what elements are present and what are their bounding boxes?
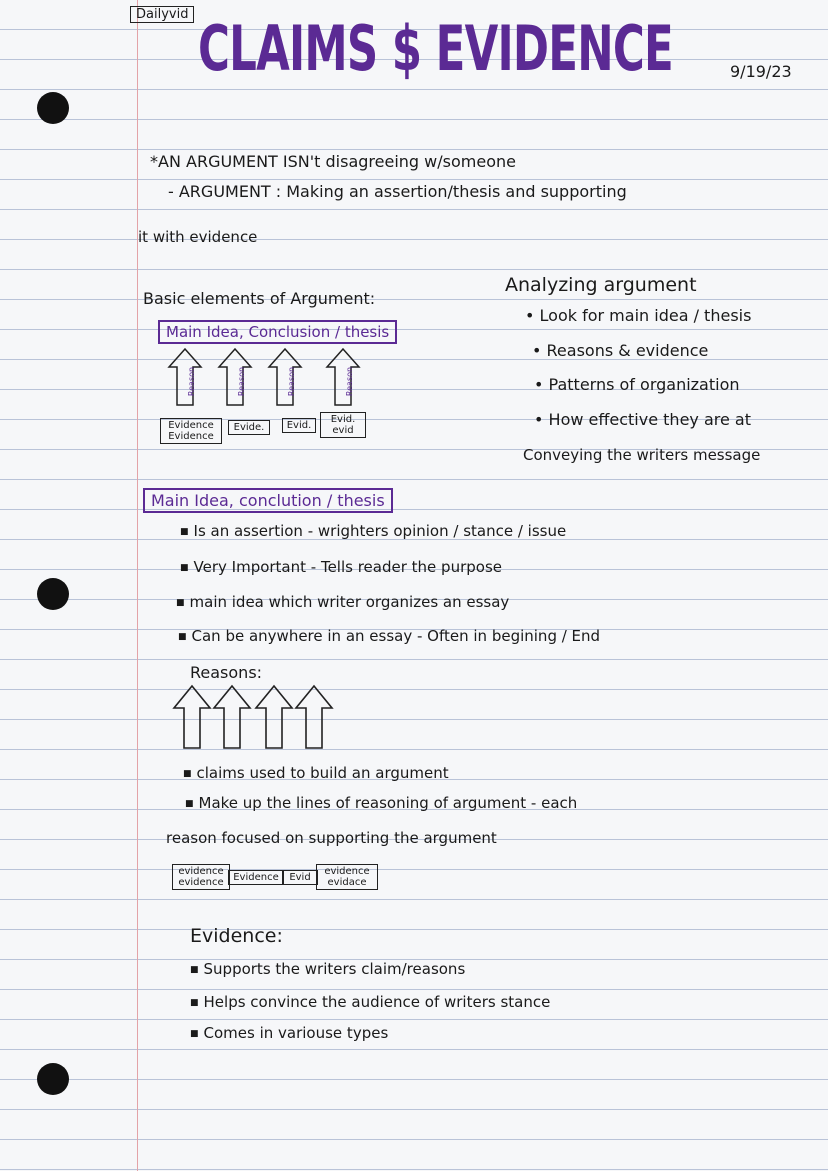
main-idea-heading-box: Main Idea, conclution / thesis: [143, 488, 393, 513]
analyzing-item-1: • Look for main idea / thesis: [525, 306, 752, 325]
page-date: 9/19/23: [730, 62, 792, 81]
analyzing-item-2-text: Reasons & evidence: [546, 341, 709, 360]
main-idea-item-2: ■ Very Important - Tells reader the purpose: [180, 558, 502, 576]
reasons-heading: Reasons:: [190, 663, 263, 682]
evidence-item-3: ■ Comes in variouse types: [190, 1024, 388, 1042]
analyzing-item-2: • Reasons & evidence: [532, 341, 709, 360]
analyzing-item-1-text: Look for main idea / thesis: [539, 306, 752, 325]
main-idea-box-diagram: Main Idea, Conclusion / thesis: [158, 320, 397, 344]
basic-elements-heading: Basic elements of Argument:: [143, 289, 376, 308]
evidence-heading: Evidence:: [190, 925, 283, 947]
reason-evidence-box-3: Evid: [282, 870, 318, 885]
analyzing-item-4-text: How effective they are at: [548, 410, 751, 429]
corner-tag: Dailyvid: [130, 6, 194, 23]
arrow-label-3: Reason: [287, 366, 297, 397]
evidence-box-4: Evid. evid: [320, 412, 366, 438]
main-idea-item-3: ■ main idea which writer organizes an essay: [176, 593, 509, 611]
page-title: CLAIMS $ EVIDENCE: [198, 12, 673, 85]
evidence-box-1: Evidence Evidence: [160, 418, 222, 444]
analyzing-item-3: • Patterns of organization: [534, 375, 740, 394]
intro-line-2: - ARGUMENT : Making an assertion/thesis and supporting: [168, 182, 627, 201]
intro-line-1: *AN ARGUMENT ISN't disagreeing w/someone: [150, 152, 516, 171]
reasons-arrows-icon: [170, 682, 335, 752]
arrow-label-4: Reason: [345, 366, 355, 397]
intro-line-3: it with evidence: [138, 228, 258, 246]
analyzing-heading: Analyzing argument: [505, 274, 697, 296]
reasons-item-1: ■ claims used to build an argument: [183, 764, 449, 782]
margin-line: [137, 0, 138, 1171]
arrow-label-2: Reason: [237, 366, 247, 397]
evidence-box-2: Evide.: [228, 420, 270, 435]
binder-hole-bottom: [37, 1063, 69, 1095]
evidence-box-3: Evid.: [282, 418, 316, 433]
evidence-item-1: ■ Supports the writers claim/reasons: [190, 960, 465, 978]
main-idea-item-4: ■ Can be anywhere in an essay - Often in begining / End: [178, 627, 600, 645]
analyzing-item-5: Conveying the writers message: [523, 446, 761, 464]
main-idea-item-1: ■ Is an assertion - wrighters opinion / stance / issue: [180, 522, 566, 540]
binder-hole-top: [37, 92, 69, 124]
evidence-item-2: ■ Helps convince the audience of writers stance: [190, 993, 550, 1011]
reason-evidence-box-2: Evidence: [228, 870, 284, 885]
arrow-label-1: Reason: [187, 366, 197, 397]
reasons-item-2: ■ Make up the lines of reasoning of argument - each: [185, 794, 577, 812]
binder-hole-middle: [37, 578, 69, 610]
reason-evidence-box-1: evidence evidence: [172, 864, 230, 890]
analyzing-item-3-text: Patterns of organization: [548, 375, 740, 394]
reasons-item-3: reason focused on supporting the argument: [166, 829, 497, 847]
reason-evidence-box-4: evidence evidace: [316, 864, 378, 890]
analyzing-item-4: • How effective they are at: [534, 410, 751, 429]
